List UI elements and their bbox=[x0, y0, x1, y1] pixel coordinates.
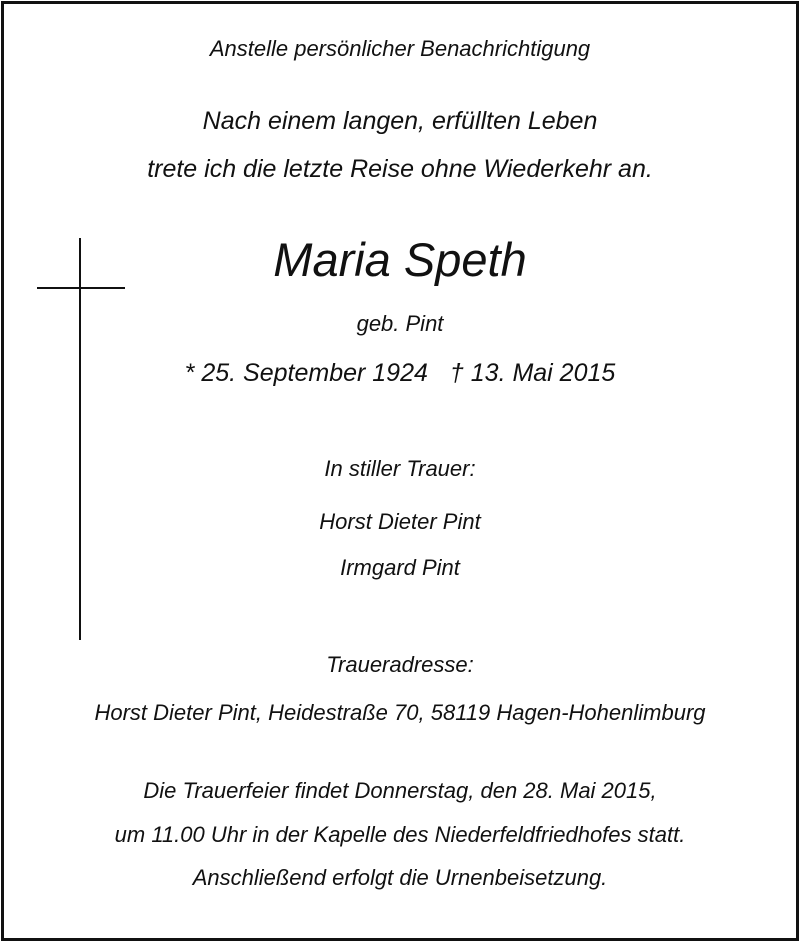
death-date: † 13. Mai 2015 bbox=[449, 359, 616, 387]
service-line-3: Anschließend erfolgt die Urnenbeisetzung. bbox=[192, 865, 608, 890]
intro-text: Anstelle persönlicher Benachrichtigung bbox=[209, 36, 591, 61]
obituary-notice bbox=[1, 1, 799, 941]
birth-date: * 25. September 1924 bbox=[184, 359, 428, 387]
mourning-heading: In stiller Trauer: bbox=[324, 456, 476, 481]
mourner-name: Irmgard Pint bbox=[340, 555, 460, 580]
service-line-2: um 11.00 Uhr in der Kapelle des Niederfeldfriedhofes statt. bbox=[114, 822, 686, 847]
address-label: Traueradresse: bbox=[326, 652, 474, 677]
maiden-name: geb. Pint bbox=[356, 311, 444, 336]
service-line-1: Die Trauerfeier findet Donnerstag, den 28. Mai 2015, bbox=[143, 778, 657, 803]
mourning-address: Horst Dieter Pint, Heidestraße 70, 58119 Hagen-Hohenlimburg bbox=[94, 700, 706, 725]
verse-line-1: Nach einem langen, erfüllten Leben bbox=[202, 107, 598, 135]
verse-line-2: trete ich die letzte Reise ohne Wiederkehr an. bbox=[147, 155, 653, 183]
life-dates bbox=[4, 359, 796, 388]
deceased-name: Maria Speth bbox=[273, 233, 527, 286]
mourner-name: Horst Dieter Pint bbox=[319, 509, 481, 534]
cross-horizontal-bar bbox=[37, 287, 125, 289]
